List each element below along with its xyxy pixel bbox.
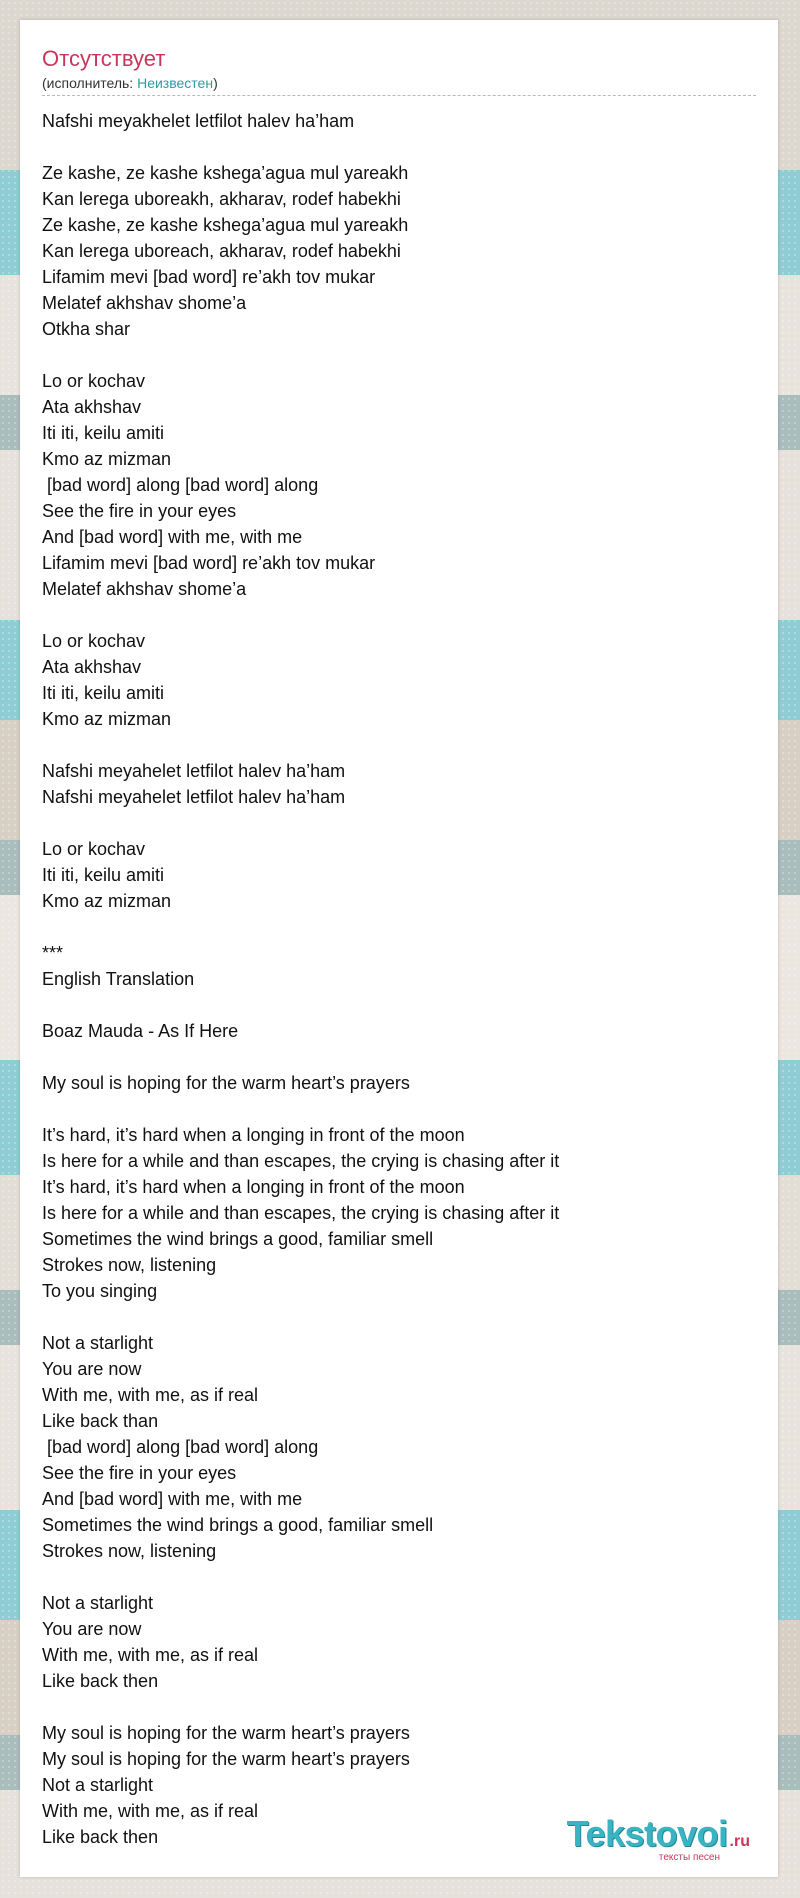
lyric-line	[42, 602, 756, 628]
lyric-line: Kmo az mizman	[42, 449, 172, 469]
lyric-line: Otkha shar	[42, 319, 131, 339]
lyric-line: [bad word] along [bad word] along	[42, 475, 319, 495]
lyric-line: Iti iti, keilu amiti	[42, 423, 165, 443]
lyrics-text	[42, 108, 756, 1850]
lyric-line: Sometimes the wind brings a good, familiar smell	[42, 1515, 434, 1535]
logo-tagline: тексты песен	[658, 1852, 720, 1863]
lyric-line: Like back than	[42, 1411, 159, 1431]
lyric-line: It’s hard, it’s hard when a longing in front of the moon	[42, 1177, 465, 1197]
lyric-line	[42, 1564, 756, 1590]
lyric-line: Lifamim mevi [bad word] re’akh tov mukar	[42, 553, 376, 573]
lyric-line	[42, 1304, 756, 1330]
lyric-line: To you singing	[42, 1281, 158, 1301]
lyric-line: Ze kashe, ze kashe kshega’agua mul yareakh	[42, 215, 409, 235]
lyric-line: Kmo az mizman	[42, 709, 172, 729]
lyric-line	[42, 134, 756, 160]
lyric-line	[42, 992, 756, 1018]
site-logo[interactable]	[567, 1815, 750, 1863]
lyric-line: Ze kashe, ze kashe kshega’agua mul yareakh	[42, 163, 409, 183]
lyric-line: Boaz Mauda - As If Here	[42, 1021, 239, 1041]
lyric-line: English Translation	[42, 969, 195, 989]
lyric-line: Lo or kochav	[42, 371, 146, 391]
dashed-divider	[42, 95, 756, 96]
lyric-line: Is here for a while and than escapes, the crying is chasing after it	[42, 1203, 560, 1223]
artist-link[interactable]: Неизвестен	[137, 75, 214, 91]
lyric-line: See the fire in your eyes	[42, 501, 237, 521]
lyric-line	[42, 810, 756, 836]
lyric-line: Lo or kochav	[42, 839, 146, 859]
lyric-line: Strokes now, listening	[42, 1255, 217, 1275]
lyrics-card	[20, 20, 778, 1877]
lyric-line: Sometimes the wind brings a good, familiar smell	[42, 1229, 434, 1249]
lyric-line: My soul is hoping for the warm heart’s prayers	[42, 1749, 410, 1769]
lyric-line: Lifamim mevi [bad word] re’akh tov mukar	[42, 267, 376, 287]
logo-tld: .ru	[729, 1833, 750, 1850]
lyric-line: My soul is hoping for the warm heart’s prayers	[42, 1073, 410, 1093]
lyric-line	[42, 1694, 756, 1720]
lyric-line: Lo or kochav	[42, 631, 146, 651]
lyric-line: Nafshi meyahelet letfilot halev ha’ham	[42, 787, 346, 807]
artist-suffix: )	[213, 75, 218, 91]
lyric-line: With me, with me, as if real	[42, 1385, 259, 1405]
lyric-line: Iti iti, keilu amiti	[42, 865, 165, 885]
lyric-line: Kmo az mizman	[42, 891, 172, 911]
lyric-line: It’s hard, it’s hard when a longing in front of the moon	[42, 1125, 465, 1145]
lyric-line	[42, 732, 756, 758]
lyric-line: ***	[42, 943, 64, 963]
lyric-line: With me, with me, as if real	[42, 1645, 259, 1665]
lyric-line: Not a starlight	[42, 1333, 154, 1353]
artist-prefix: (исполнитель:	[42, 75, 138, 91]
lyric-line: And [bad word] with me, with me	[42, 1489, 303, 1509]
lyric-line: Not a starlight	[42, 1593, 154, 1613]
lyric-line: Strokes now, listening	[42, 1541, 217, 1561]
lyric-line: Like back then	[42, 1671, 159, 1691]
lyric-line: Ata akhshav	[42, 397, 142, 417]
logo-name: Tekstovoi	[566, 1813, 728, 1854]
lyric-line: Not a starlight	[42, 1775, 154, 1795]
lyric-line: With me, with me, as if real	[42, 1801, 259, 1821]
lyric-line	[42, 1096, 756, 1122]
lyric-line	[42, 1044, 756, 1070]
lyric-line: Like back then	[42, 1827, 159, 1847]
lyric-line: Iti iti, keilu amiti	[42, 683, 165, 703]
lyric-line: Kan lerega uboreach, akharav, rodef habekhi	[42, 241, 401, 261]
lyric-line: Kan lerega uboreakh, akharav, rodef habekhi	[42, 189, 401, 209]
artist-line	[42, 74, 756, 92]
lyric-line: Is here for a while and than escapes, the crying is chasing after it	[42, 1151, 560, 1171]
lyric-line: Nafshi meyahelet letfilot halev ha’ham	[42, 761, 346, 781]
lyric-line: Ata akhshav	[42, 657, 142, 677]
lyric-line: Melatef akhshav shome’a	[42, 579, 247, 599]
lyric-line: See the fire in your eyes	[42, 1463, 237, 1483]
lyric-line: Melatef akhshav shome’a	[42, 293, 247, 313]
lyric-line	[42, 342, 756, 368]
lyric-line: [bad word] along [bad word] along	[42, 1437, 319, 1457]
lyric-line	[42, 914, 756, 940]
song-title: Отсутствует	[42, 46, 166, 71]
lyric-line: You are now	[42, 1619, 142, 1639]
lyric-line: You are now	[42, 1359, 142, 1379]
lyric-line: And [bad word] with me, with me	[42, 527, 303, 547]
lyric-line: My soul is hoping for the warm heart’s prayers	[42, 1723, 410, 1743]
lyric-line: Nafshi meyakhelet letfilot halev ha’ham	[42, 111, 355, 131]
